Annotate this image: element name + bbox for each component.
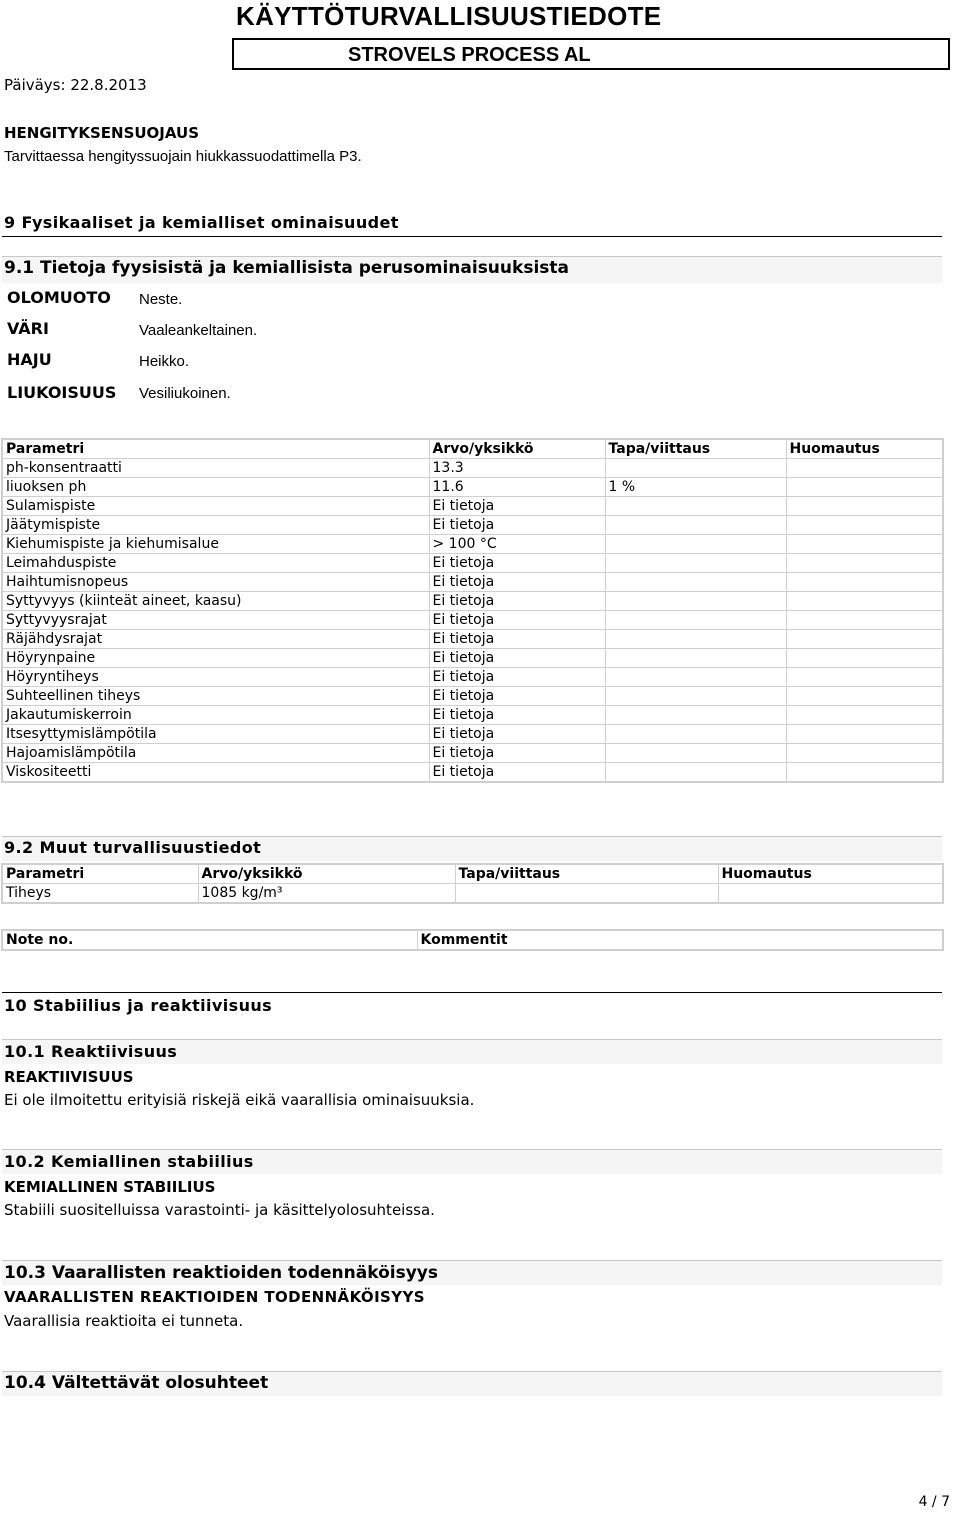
column-header: Arvo/yksikkö	[198, 864, 455, 884]
table-cell	[605, 687, 786, 706]
table-row	[2, 592, 943, 611]
table-row	[2, 573, 943, 592]
table-row	[2, 744, 943, 763]
column-header: Arvo/yksikkö	[429, 439, 605, 459]
table-row	[2, 497, 943, 516]
table-row	[2, 725, 943, 744]
table-cell: Ei tietoja	[429, 630, 605, 649]
table-cell	[605, 763, 786, 783]
table-cell: Ei tietoja	[429, 497, 605, 516]
properties-table-body	[2, 459, 943, 783]
table-row	[2, 535, 943, 554]
table-cell	[605, 744, 786, 763]
table-cell	[786, 706, 943, 725]
table-cell	[605, 535, 786, 554]
table-cell: Syttyvyysrajat	[2, 611, 429, 630]
table-cell: Höyrynpaine	[2, 649, 429, 668]
table-cell	[455, 884, 718, 904]
table-row	[2, 554, 943, 573]
table-cell: 13.3	[429, 459, 605, 478]
table-row	[2, 706, 943, 725]
column-header: Huomautus	[786, 439, 943, 459]
table-cell	[605, 630, 786, 649]
table-row	[2, 611, 943, 630]
table-cell: Räjähdysrajat	[2, 630, 429, 649]
subsection-10-4-title: 10.4 Vältettävät olosuhteet	[4, 1373, 269, 1393]
table-cell	[786, 668, 943, 687]
table-header-row	[2, 930, 943, 950]
table-cell: Ei tietoja	[429, 687, 605, 706]
table-cell: Ei tietoja	[429, 649, 605, 668]
table-cell: ph-konsentraatti	[2, 459, 429, 478]
table-cell	[786, 725, 943, 744]
table-header-row	[2, 864, 943, 884]
table-cell	[605, 611, 786, 630]
table-cell	[786, 763, 943, 783]
table-cell	[786, 554, 943, 573]
page-number: 4 / 7	[918, 1494, 950, 1510]
subsection-10-1-title: 10.1 Reaktiivisuus	[4, 1042, 178, 1061]
property-label: HAJU	[7, 350, 52, 369]
property-value: Vesiliukoinen.	[139, 385, 231, 402]
table-row	[2, 516, 943, 535]
subsection-9-1-title: 9.1 Tietoja fyysisistä ja kemiallisista perusominaisuuksista	[4, 258, 569, 278]
table-cell: Ei tietoja	[429, 668, 605, 687]
table-cell	[605, 497, 786, 516]
table-cell	[786, 459, 943, 478]
table-cell	[786, 573, 943, 592]
table-cell: Ei tietoja	[429, 744, 605, 763]
table-cell	[605, 668, 786, 687]
column-header: Tapa/viittaus	[605, 439, 786, 459]
table-cell: Ei tietoja	[429, 573, 605, 592]
table-cell: Ei tietoja	[429, 763, 605, 783]
table-cell: Jäätymispiste	[2, 516, 429, 535]
subsection-9-2-title: 9.2 Muut turvallisuustiedot	[4, 838, 262, 857]
table-cell: Suhteellinen tiheys	[2, 687, 429, 706]
table-cell	[718, 884, 943, 904]
table-cell: Ei tietoja	[429, 516, 605, 535]
stability-text: Stabiili suositelluissa varastointi- ja käsittelyolosuhteissa.	[4, 1201, 435, 1219]
property-list	[0, 286, 600, 406]
notes-table	[1, 929, 944, 951]
table-cell: Ei tietoja	[429, 706, 605, 725]
column-header: Tapa/viittaus	[455, 864, 718, 884]
table-cell: > 100 °C	[429, 535, 605, 554]
table-cell: Haihtumisnopeus	[2, 573, 429, 592]
table-cell: Syttyvyys (kiinteät aineet, kaasu)	[2, 592, 429, 611]
table-cell: Sulamispiste	[2, 497, 429, 516]
table-cell: Leimahduspiste	[2, 554, 429, 573]
table-cell	[605, 592, 786, 611]
table-cell: Ei tietoja	[429, 554, 605, 573]
table-cell: 1085 kg/m³	[198, 884, 455, 904]
table-cell	[786, 535, 943, 554]
table-cell	[786, 478, 943, 497]
table-row	[2, 884, 943, 904]
table-cell	[786, 744, 943, 763]
table-cell	[786, 630, 943, 649]
table-cell: Ei tietoja	[429, 611, 605, 630]
hazardous-reactions-text: Vaarallisia reaktioita ei tunneta.	[4, 1312, 244, 1330]
subsection-10-3-title: 10.3 Vaarallisten reaktioiden todennäköisyys	[4, 1263, 438, 1283]
table-cell: liuoksen ph	[2, 478, 429, 497]
table-cell	[786, 649, 943, 668]
table-cell	[786, 611, 943, 630]
property-label: LIUKOISUUS	[7, 383, 117, 402]
table-cell: Kiehumispiste ja kiehumisalue	[2, 535, 429, 554]
table-row	[2, 459, 943, 478]
other-safety-table	[1, 863, 944, 904]
table-cell	[605, 725, 786, 744]
table-cell: Höyryntiheys	[2, 668, 429, 687]
company-box	[232, 38, 950, 70]
column-header: Parametri	[2, 864, 198, 884]
table-row	[2, 668, 943, 687]
respiratory-text: Tarvittaessa hengityssuojain hiukkassuodattimella P3.	[4, 148, 362, 165]
table-cell: Ei tietoja	[429, 725, 605, 744]
column-header: Note no.	[2, 930, 417, 950]
table-row	[2, 763, 943, 783]
reactivity-text: Ei ole ilmoitettu erityisiä riskejä eikä vaarallisia ominaisuuksia.	[4, 1091, 475, 1109]
table-cell	[605, 649, 786, 668]
table-row	[2, 478, 943, 497]
property-value: Heikko.	[139, 353, 190, 370]
table-cell	[605, 573, 786, 592]
table-cell: 1 %	[605, 478, 786, 497]
section-10-title: 10 Stabiilius ja reaktiivisuus	[4, 996, 273, 1015]
stability-heading: KEMIALLINEN STABIILIUS	[4, 1178, 216, 1196]
table-cell	[786, 497, 943, 516]
company-name: STROVELS PROCESS AL	[348, 44, 591, 66]
document-title: KÄYTTÖTURVALLISUUSTIEDOTE	[236, 1, 662, 31]
property-label: VÄRI	[7, 319, 49, 338]
property-value: Vaaleankeltainen.	[139, 322, 258, 339]
reactivity-heading: REAKTIIVISUUS	[4, 1068, 134, 1086]
table-header-row	[2, 439, 943, 459]
table-cell	[605, 554, 786, 573]
document-date: Päiväys: 22.8.2013	[4, 76, 147, 94]
table-cell	[605, 706, 786, 725]
table-cell: Jakautumiskerroin	[2, 706, 429, 725]
table-cell: 11.6	[429, 478, 605, 497]
table-cell: Itsesyttymislämpötila	[2, 725, 429, 744]
table-row	[2, 649, 943, 668]
table-cell	[786, 516, 943, 535]
subsection-10-2-title: 10.2 Kemiallinen stabiilius	[4, 1152, 254, 1171]
column-header: Kommentit	[417, 930, 943, 950]
section-9-title: 9 Fysikaaliset ja kemialliset ominaisuudet	[4, 213, 399, 232]
property-label: OLOMUOTO	[7, 288, 111, 307]
table-cell	[605, 459, 786, 478]
table-cell	[786, 687, 943, 706]
property-value: Neste.	[139, 291, 183, 308]
table-cell: Hajoamislämpötila	[2, 744, 429, 763]
column-header: Parametri	[2, 439, 429, 459]
hazardous-reactions-heading: VAARALLISTEN REAKTIOIDEN TODENNÄKÖISYYS	[4, 1288, 425, 1306]
table-row	[2, 687, 943, 706]
table-row	[2, 630, 943, 649]
section-9-divider	[2, 236, 942, 237]
column-header: Huomautus	[718, 864, 943, 884]
table-cell	[786, 592, 943, 611]
table-cell: Ei tietoja	[429, 592, 605, 611]
table-cell: Viskositeetti	[2, 763, 429, 783]
table-cell: Tiheys	[2, 884, 198, 904]
properties-table	[1, 438, 944, 783]
table-cell	[605, 516, 786, 535]
section-10-divider	[2, 992, 942, 993]
respiratory-heading: HENGITYKSENSUOJAUS	[4, 124, 200, 142]
